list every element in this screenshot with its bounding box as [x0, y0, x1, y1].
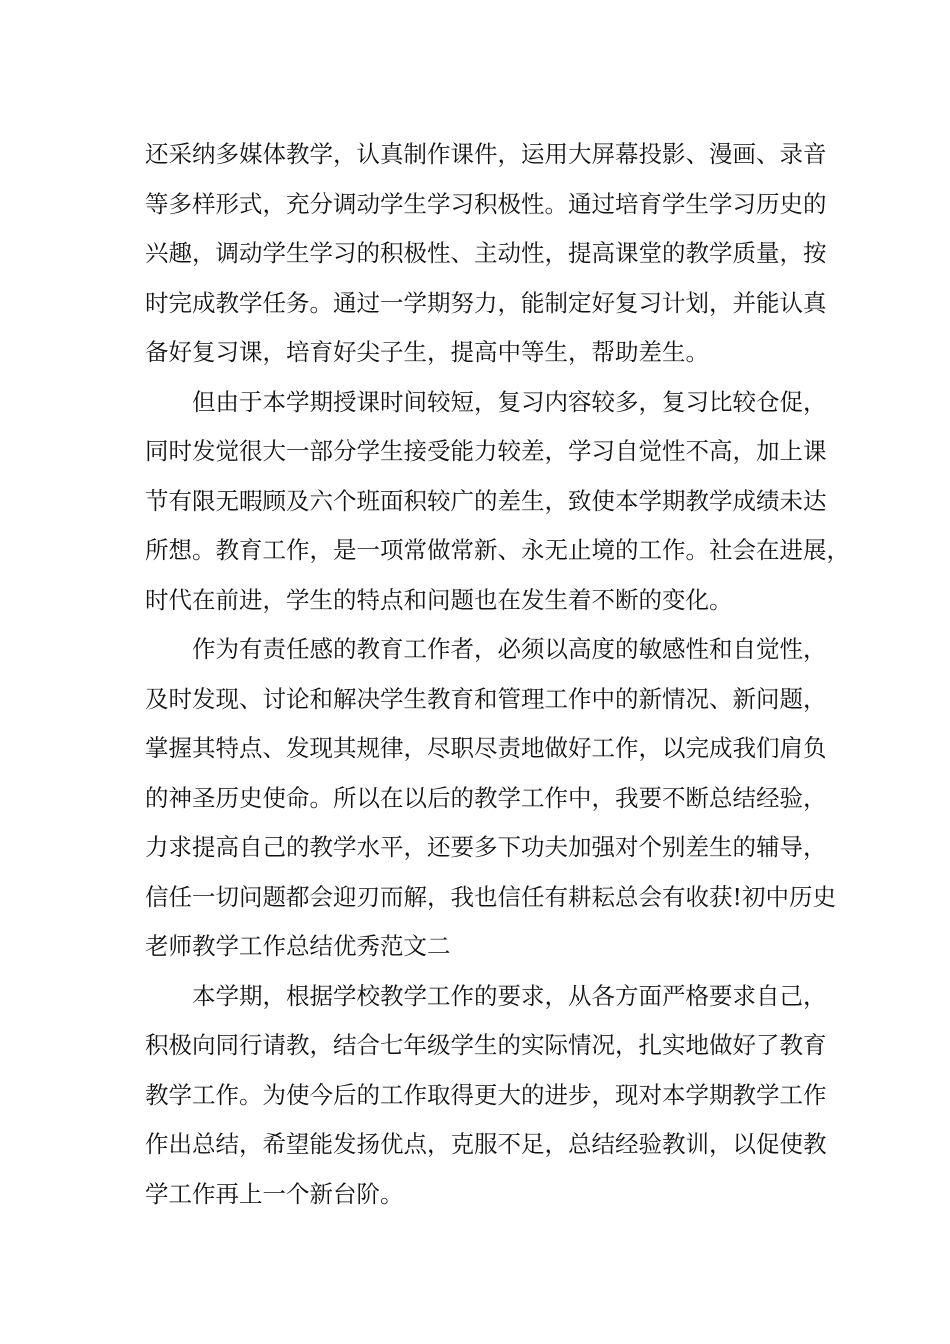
- text-line: 备好复习课，培育好尖子生，提高中等生，帮助差生。: [145, 338, 709, 366]
- paragraph-first-line: 但由于本学期授课时间较短，复习内容较多，复习比较仓促，: [192, 387, 827, 416]
- text-line: 等多样形式，充分调动学生学习积极性。通过培育学生学习历史的: [145, 189, 827, 218]
- text-line: 时代在前进，学生的特点和问题也在发生着不断的变化。: [145, 585, 733, 614]
- text-line: 所想。教育工作，是一项常做常新、永无止境的工作。社会在进展，: [145, 536, 850, 564]
- text-line: 教学工作。为使今后的工作取得更大的进步，现对本学期教学工作: [145, 1080, 827, 1109]
- text-line: 同时发觉很大一部分学生接受能力较差，学习自觉性不高，加上课: [145, 437, 827, 465]
- paragraph-first-line: 作为有责任感的教育工作者，必须以高度的敏感性和自觉性，: [192, 635, 827, 663]
- text-line: 还采纳多媒体教学，认真制作课件，运用大屏幕投影、漫画、录音: [145, 140, 827, 168]
- text-line: 时完成教学任务。通过一学期努力，能制定好复习计划，并能认真: [145, 288, 827, 317]
- text-line: 老师教学工作总结优秀范文二: [145, 932, 451, 960]
- text-line: 信任一切问题都会迎刃而解，我也信任有耕耘总会有收获!初中历史: [145, 882, 836, 911]
- paragraph-first-line: 本学期，根据学校教学工作的要求，从各方面严格要求自己，: [192, 981, 827, 1010]
- text-line: 学工作再上一个新台阶。: [145, 1179, 404, 1208]
- text-line: 掌握其特点、发现其规律，尽职尽责地做好工作，以完成我们肩负: [145, 734, 827, 762]
- text-line: 及时发现、讨论和解决学生教育和管理工作中的新情况、新问题，: [145, 684, 827, 713]
- text-line: 力求提高自己的教学水平，还要多下功夫加强对个别差生的辅导，: [145, 833, 827, 861]
- text-line: 的神圣历史使命。所以在以后的教学工作中，我要不断总结经验，: [145, 783, 827, 812]
- document-body: [145, 130, 850, 1219]
- text-line: 节有限无暇顾及六个班面积较广的差生，致使本学期教学成绩未达: [145, 486, 827, 515]
- text-line: 积极向同行请教，结合七年级学生的实际情况，扎实地做好了教育: [145, 1031, 827, 1059]
- text-line: 作出总结，希望能发扬优点，克服不足，总结经验教训，以促使教: [145, 1130, 827, 1158]
- text-line: 兴趣，调动学生学习的积极性、主动性，提高课堂的教学质量，按: [145, 239, 827, 267]
